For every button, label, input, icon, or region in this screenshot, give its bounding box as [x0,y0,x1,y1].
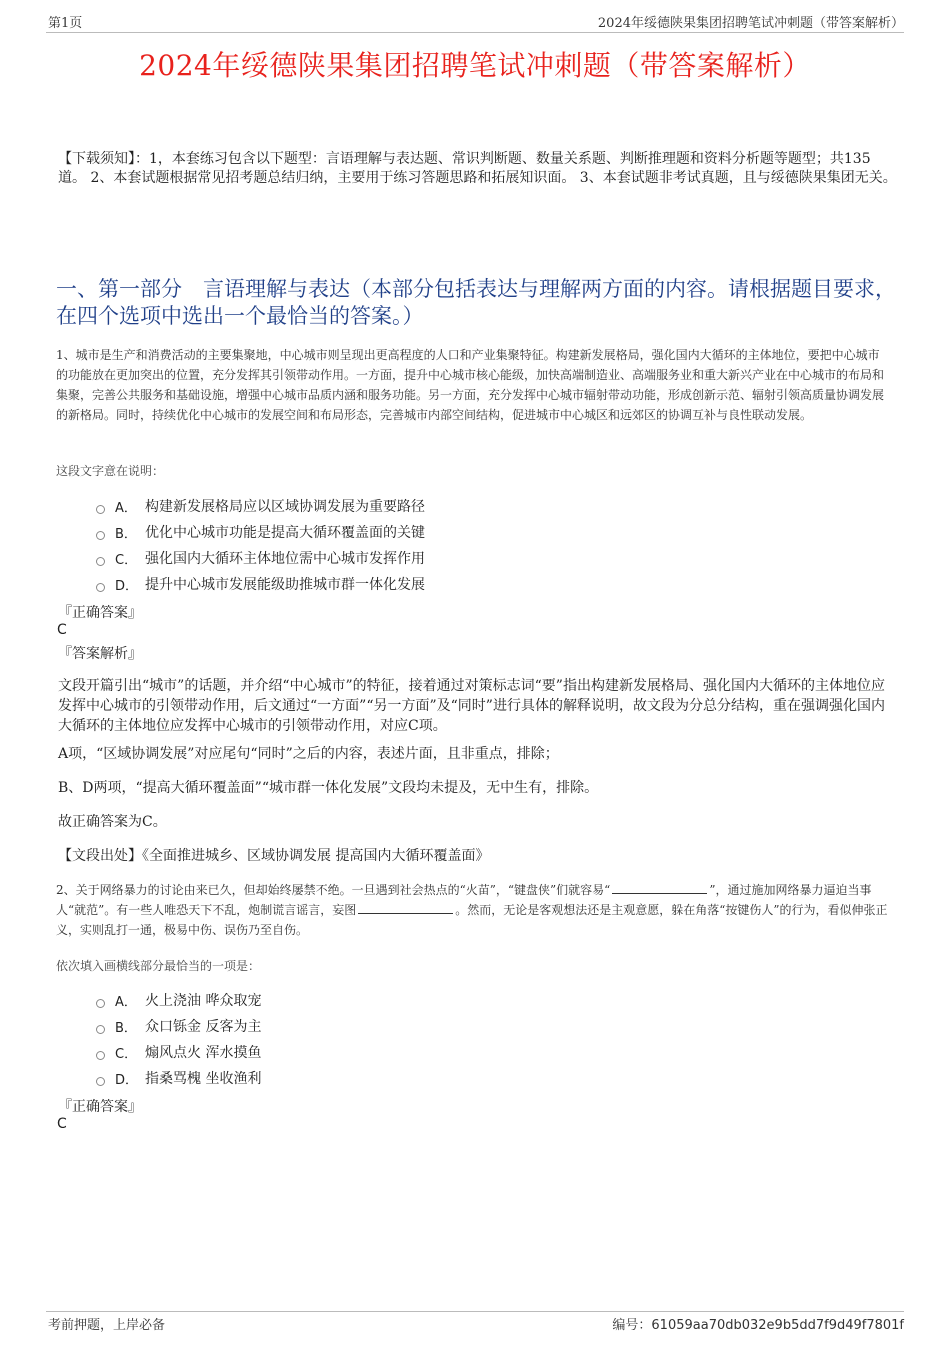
correct-answer-value: C [57,1116,67,1132]
correct-answer-label: 『正确答案』 [58,1099,142,1115]
question-1-prompt: 这段文字意在说明： [56,464,165,478]
document-title: 2024年绥德陕果集团招聘笔试冲刺题（带答案解析） [139,49,811,82]
question-1-stem: 1、城市是生产和消费活动的主要集聚地，中心城市则呈现出更高程度的人口和产业集聚特征。构建新发展格局，强化国内大循环的主体地位，要把中心城市的功能放在更加突出的位置，充分发挥其引领带动作用。一方面，提升中心城市核心能级，加快高端制造业、高端服务业和重大新兴产业在中心城市的布局和集聚，完善公共服务和基础设施，增强中心城市品质内涵和服务功能。另一方面，充分发挥中心城市辐射带动功能，形成创新示范、辐射引领高质量协调发展的新格局。同时，持续优化中心城市的发展空间和布局形态，完善城市内部空间结构，促进城市中心城区和远郊区的协调互补与良性联动发展。 [56,348,885,422]
option-letter: C． [115,1046,138,1062]
option-c[interactable] [96,545,425,571]
option-text: 煽风点火 浑水摸鱼 [145,1045,262,1061]
analysis-paragraph: 故正确答案为C。 [58,814,167,830]
option-text: 火上浇油 哗众取宠 [145,993,262,1009]
option-text: 众口铄金 反客为主 [145,1019,262,1035]
option-b[interactable] [96,1013,261,1039]
option-d[interactable] [96,1065,261,1091]
option-letter: D． [115,1072,139,1088]
option-letter: B． [115,1020,137,1036]
fill-blank [358,901,453,914]
correct-answer-value: C [57,622,67,638]
radio-icon[interactable] [96,1025,105,1034]
option-text: 优化中心城市功能是提高大循环覆盖面的关键 [145,525,425,541]
radio-icon[interactable] [96,557,105,566]
document-id: 编号：61059aa70db032e9b5dd7f9d49f7801f [612,1318,904,1333]
question-2-stem [56,880,888,940]
option-c[interactable] [96,1039,261,1065]
section-heading: 一、第一部分 言语理解与表达（本部分包括表达与理解两方面的内容。请根据题目要求，在四个选项中选出一个最恰当的答案。） [56,277,896,328]
radio-icon[interactable] [96,1077,105,1086]
radio-icon[interactable] [96,583,105,592]
analysis-label: 『答案解析』 [58,646,142,662]
download-notice: 【下载须知】：1，本套练习包含以下题型：言语理解与表达题、常识判断题、数量关系题、判断推理题和资料分析题等题型；共135道。 2、本套试题根据常见招考题总结归纳，主要用于练习答题思路和拓展知识面。 3、本套试题非考试真题，且与绥德陕果集团无关。 [58,151,897,186]
stem-text: ”，通过施加网络暴力逼迫当事人“就范”。有一些人唯恐天下不乱，炮制谎言谣言，妄图 [56,883,872,917]
option-text: 指桑骂槐 坐收渔利 [145,1071,262,1087]
correct-answer-label: 『正确答案』 [58,605,142,621]
analysis-paragraph: B、D两项，“提高大循环覆盖面”“城市群一体化发展”文段均未提及，无中生有，排除。 [58,780,599,796]
option-text: 构建新发展格局应以区域协调发展为重要路径 [145,499,425,515]
page-number: 第1页 [48,16,83,31]
option-d[interactable] [96,571,425,597]
running-title: 2024年绥德陕果集团招聘笔试冲刺题（带答案解析） [597,16,904,31]
option-letter: D． [115,578,139,594]
footer-slogan: 考前押题，上岸必备 [48,1318,166,1333]
analysis-paragraph: A项，“区域协调发展”对应尾句“同时”之后的内容，表述片面，且非重点，排除； [58,746,559,762]
radio-icon[interactable] [96,531,105,540]
option-a[interactable] [96,987,261,1013]
stem-text: 。然而，无论是客观想法还是主观意愿，躲在角落“按键伤人”的行为，看似伸张正义，实则乱打一通，极易中伤、误伤乃至自伤。 [56,903,888,937]
option-b[interactable] [96,519,425,545]
header-divider [46,32,904,33]
option-text: 提升中心城市发展能级助推城市群一体化发展 [145,577,425,593]
option-letter: A． [115,500,137,516]
option-text: 强化国内大循环主体地位需中心城市发挥作用 [145,551,425,567]
question-1-options [96,493,425,597]
option-letter: B． [115,526,137,542]
question-2-prompt: 依次填入画横线部分最恰当的一项是： [56,959,261,973]
option-letter: C． [115,552,138,568]
question-2-options [96,987,261,1091]
fill-blank [612,881,707,894]
source-citation: 【文段出处】《全面推进城乡、区域协调发展 提高国内大循环覆盖面》 [58,848,490,864]
analysis-paragraph: 文段开篇引出“城市”的话题，并介绍“中心城市”的特征，接着通过对策标志词“要”指出构建新发展格局、强化国内大循环的主体地位应发挥中心城市的引领带动作用，后文通过“一方面”“另一方面”及“同时”进行具体的解释说明，故文段为分总分结构，重在强调强化国内大循环的主体地位应发挥中心城市的引领带动作用，对应C项。 [58,678,885,734]
footer-divider [46,1311,904,1312]
stem-text: 2、关于网络暴力的讨论由来已久，但却始终屡禁不绝。一旦遇到社会热点的“火苗”，“键盘侠”们就容易“ [56,883,611,897]
option-letter: A． [115,994,137,1010]
radio-icon[interactable] [96,1051,105,1060]
radio-icon[interactable] [96,505,105,514]
option-a[interactable] [96,493,425,519]
radio-icon[interactable] [96,999,105,1008]
